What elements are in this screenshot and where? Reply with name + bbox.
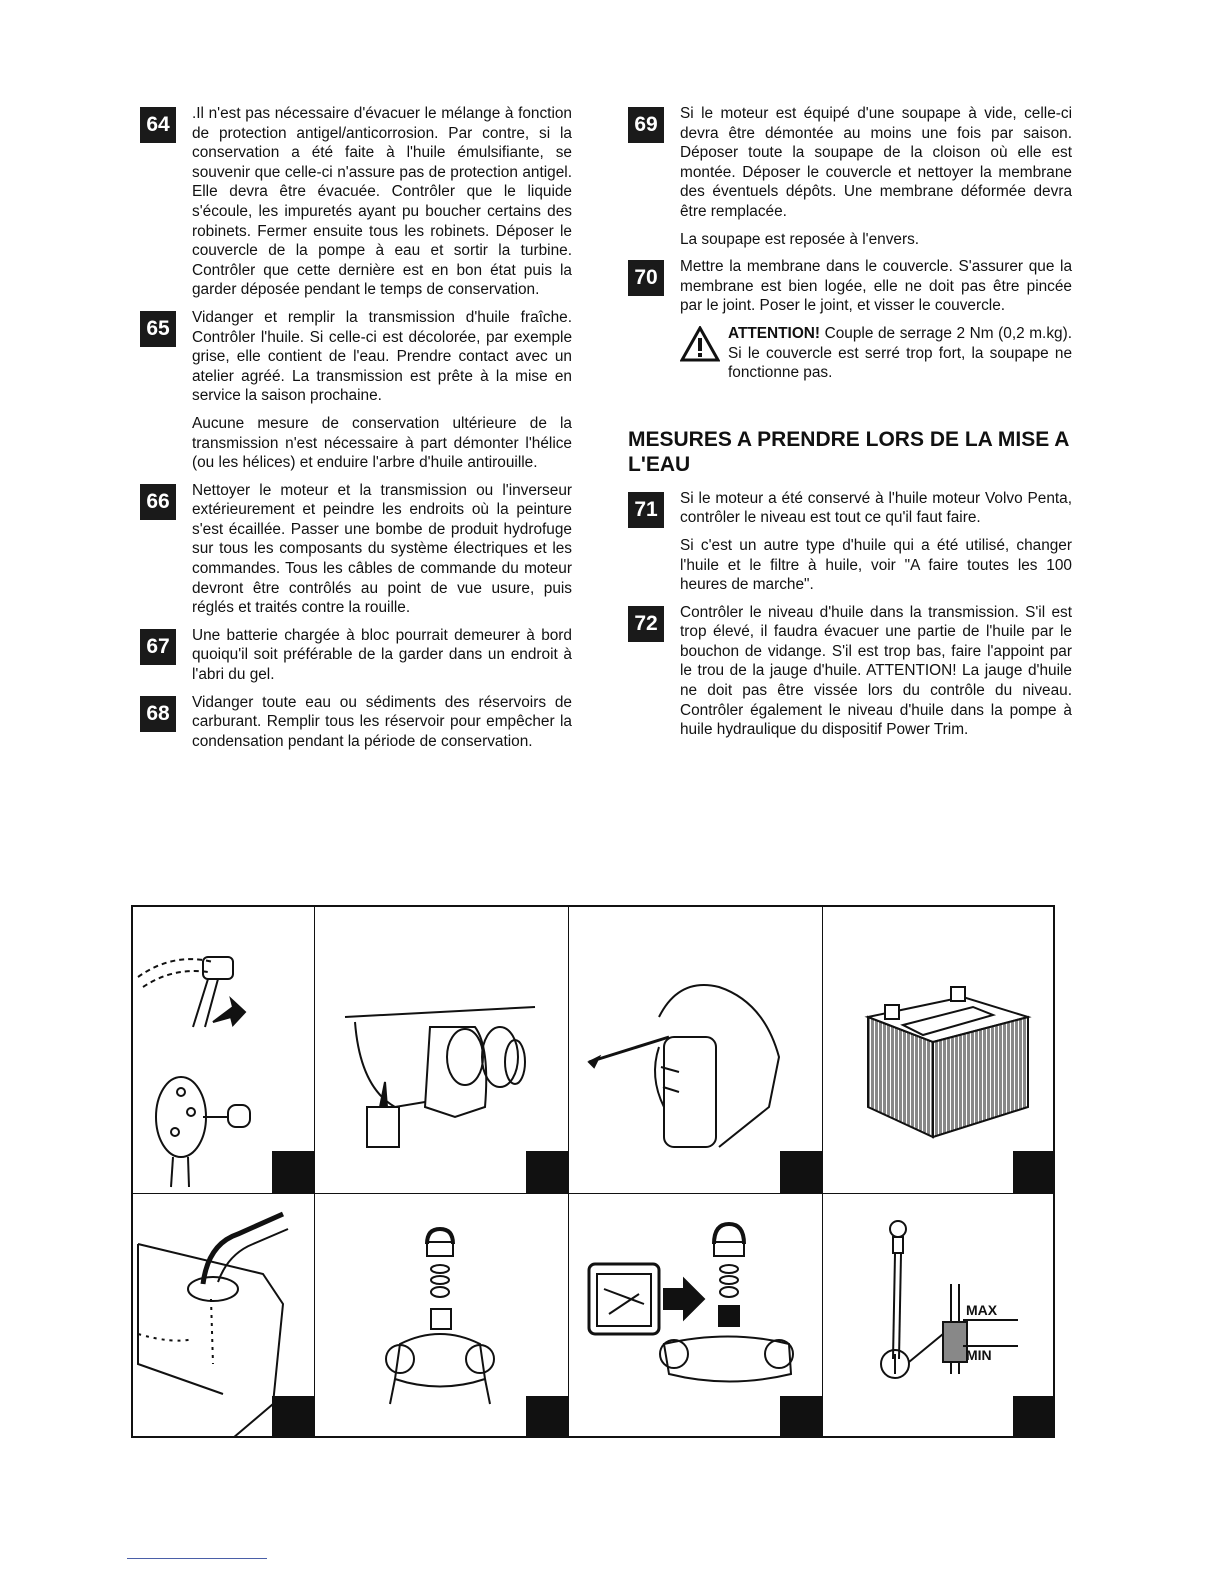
figure-number-block (780, 1151, 822, 1193)
section-title: MESURES A PRENDRE LORS DE LA MISE A L'EAU (628, 427, 1069, 476)
illustration-water-pump (133, 907, 315, 1194)
step-number-badge: 65 (140, 311, 176, 347)
step-number-badge: 70 (628, 260, 664, 296)
right-column (628, 104, 1072, 748)
step-text: Aucune mesure de conservation ultérieure de la transmission n'est nécessaire à part démonter l'hélice (ou les hélices) et enduire l'arbre d'huile antirouille. (192, 414, 572, 472)
figure-number-block (272, 1151, 314, 1193)
figure-number-block (1013, 1396, 1055, 1438)
step-70 (628, 257, 1072, 316)
step-65 (140, 308, 572, 473)
warning-triangle-icon (680, 326, 720, 362)
attention-text (728, 324, 1072, 383)
attention-note (628, 324, 1072, 383)
step-66 (140, 481, 572, 618)
step-68 (140, 693, 572, 752)
footer-rule (127, 1558, 267, 1559)
step-text: Mettre la membrane dans le couvercle. S'assurer que la membrane est bien logée, elle ne doit pas être pincée par le joint. Poser le joint, et visser le couvercle. (680, 258, 1072, 315)
figure-number-block (780, 1396, 822, 1438)
step-number-badge: 69 (628, 107, 664, 143)
step-text: .Il n'est pas nécessaire d'évacuer le mélange à fonction de protection antigel/anticorrosion. Par contre, si la conservation a été faite à l'huile émulsifiante, se souvenir que celle-ci n'assure pas de protection antigel. Elle devra être évacuée. Contrôler que le liquide s'écoule, les impuretés ayant pu boucher certains des robinets. Fermer ensuite tous les robinets. Déposer le couvercle de la pompe à eau et sortir la turbine. Contrôler que cette dernière est en bon état puis la garder déposée pendant le temps de conservation. (192, 105, 572, 299)
illustration-dipstick (823, 1194, 1055, 1438)
illustration-sterndrive (315, 907, 569, 1194)
step-text: Si c'est un autre type d'huile qui a été utilisé, changer l'huile et le filtre à huile, voir "A faire toutes les 100 heures de marche". (680, 536, 1072, 594)
step-text: Si le moteur a été conservé à l'huile moteur Volvo Penta, contrôler le niveau est tout ce qu'il faut faire. (680, 489, 1072, 527)
illustration-battery (823, 907, 1055, 1194)
dipstick-min-label: MIN (966, 1347, 992, 1363)
step-number-badge: 67 (140, 629, 176, 665)
step-text: Nettoyer le moteur et la transmission ou l'inverseur extérieurement et peindre les endroits où la peinture s'est écaillée. Passer une bombe de produit hydrofuge sur tous les composants du système électriques et les commandes. Tous les câbles de commande du moteur devront être contrôlés au point de vue usure, puis réglés et traités contre la rouille. (192, 481, 572, 617)
step-71 (628, 489, 1072, 595)
attention-label: ATTENTION! (728, 324, 821, 342)
illustration-spray-can (569, 907, 823, 1194)
step-number-badge: 71 (628, 492, 664, 528)
step-69 (628, 104, 1072, 249)
illustration-grid (131, 905, 1055, 1438)
step-67 (140, 626, 572, 685)
step-text: Contrôler le niveau d'huile dans la transmission. S'il est trop élevé, il faudra évacuer une partie de l'huile par le bouchon de vidange. S'il est trop bas, faire l'appoint par le trou de la jauge d'huile. ATTENTION! La jauge d'huile ne doit pas être vissée lors du contrôle du niveau. Contrôler également le niveau d'huile dans la pompe à huile hydraulique du dispositif Power Trim. (680, 603, 1072, 739)
figure-number-block (526, 1151, 568, 1193)
figure-number-block (1013, 1151, 1055, 1193)
step-text: Si le moteur est équipé d'une soupape à vide, celle-ci devra être démontée au moins une fois par saison. Déposer toute la soupape de la cloison où elle est montée. Déposer le couvercle et nettoyer la membrane des éventuels dépôts. Une membrane déformée devra être remplacée. (680, 105, 1072, 220)
step-72 (628, 603, 1072, 740)
dipstick-max-label: MAX (966, 1302, 998, 1318)
step-text: La soupape est reposée à l'envers. (680, 230, 920, 248)
step-number-badge: 72 (628, 606, 664, 642)
step-number-badge: 66 (140, 484, 176, 520)
step-text: Vidanger et remplir la transmission d'huile fraîche. Contrôler l'huile. Si celle-ci est décolorée, par exemple grise, elle contient de l'eau. Prendre contact avec un atelier agréé. La transmission est prête à la mise en service la saison prochaine. (192, 308, 572, 405)
figure-number-block (272, 1396, 314, 1438)
left-column (140, 104, 572, 759)
illustration-valve-membrane (569, 1194, 823, 1438)
step-64 (140, 104, 572, 300)
step-number-badge: 64 (140, 107, 176, 143)
attention-body: Couple de serrage 2 Nm (0,2 m.kg). Si le couvercle est serré trop fort, la soupape ne fonctionne pas. (728, 324, 1072, 382)
step-text: Une batterie chargée à bloc pourrait demeurer à bord quoiqu'il soit préférable de la garder dans un endroit à l'abri du gel. (192, 626, 572, 684)
figure-number-block (526, 1396, 568, 1438)
step-number-badge: 68 (140, 696, 176, 732)
illustration-vacuum-valve (315, 1194, 569, 1438)
illustration-fuel-tank (133, 1194, 315, 1438)
step-text: Vidanger toute eau ou sédiments des réservoirs de carburant. Remplir tous les réservoir pour empêcher la condensation pendant la période de conservation. (192, 693, 572, 750)
